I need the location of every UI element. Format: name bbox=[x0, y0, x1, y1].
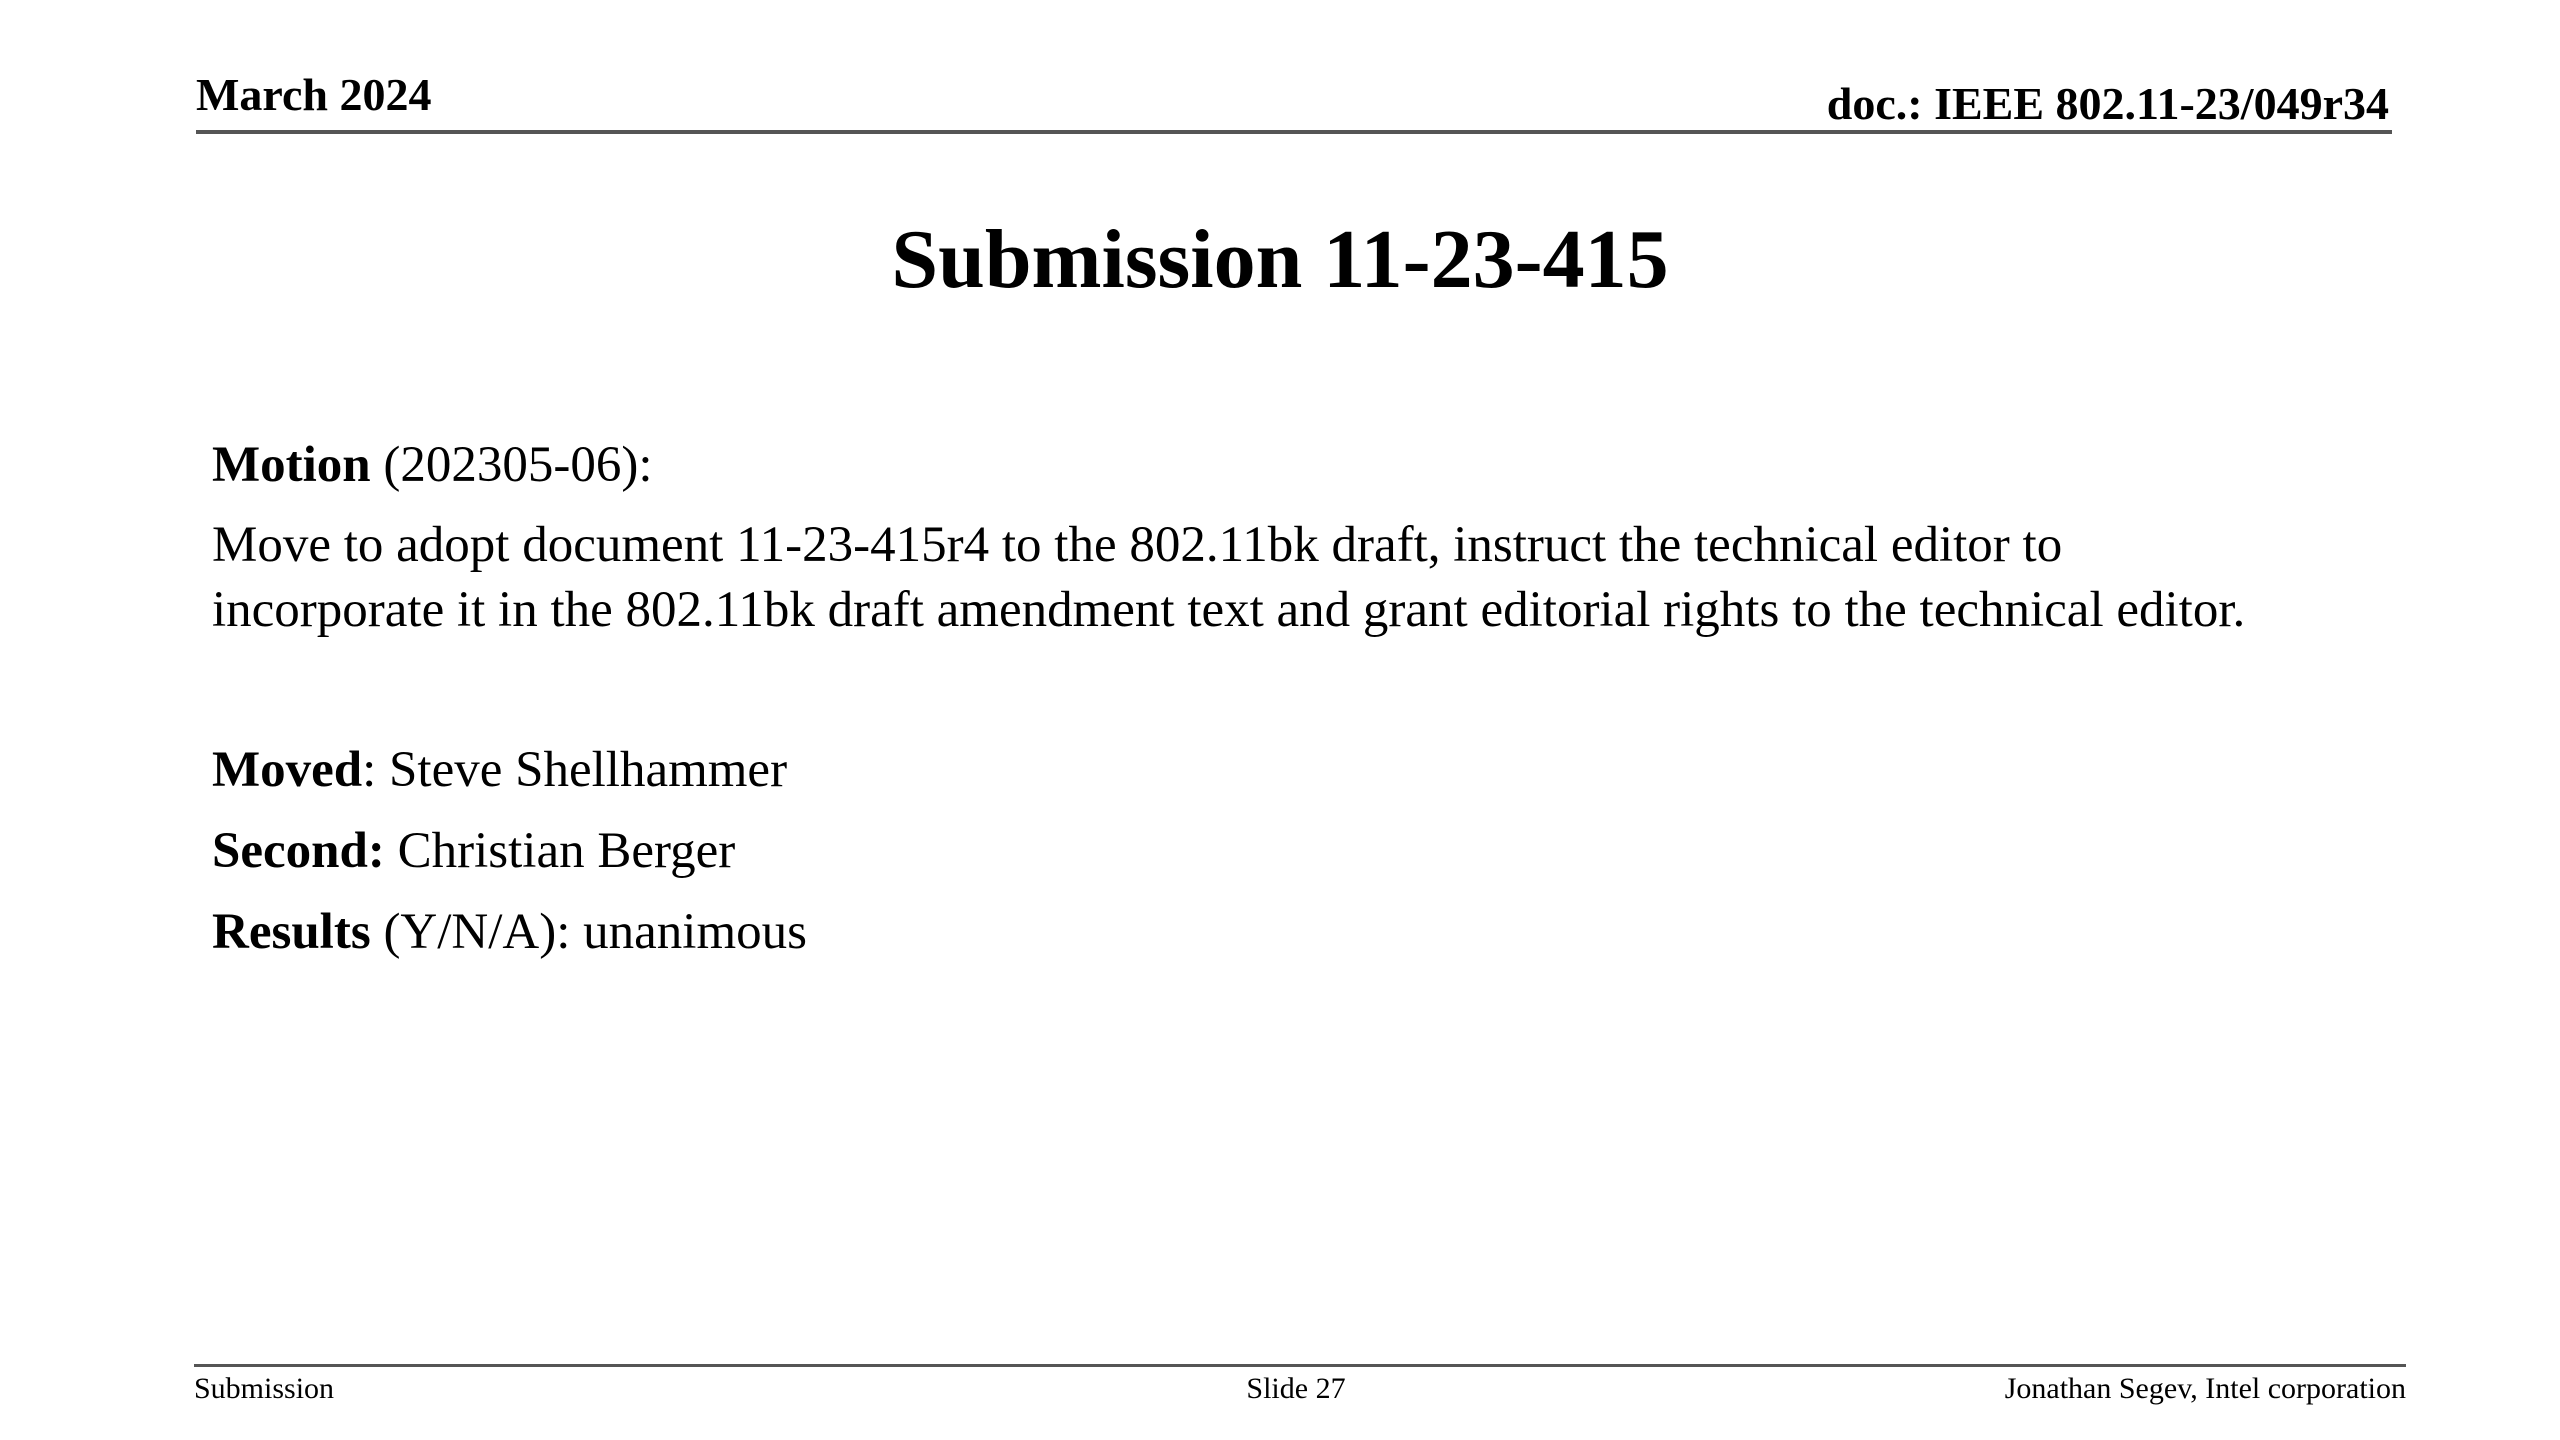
moved-label: Moved bbox=[212, 742, 363, 798]
footer-slide-number: Slide 27 bbox=[1246, 1372, 1346, 1405]
motion-text-line-2: incorporate it in the 802.11bk draft amendment text and grant editorial rights to the technical editor. bbox=[212, 582, 2246, 638]
footer-author: Jonathan Segev, Intel corporation bbox=[2004, 1372, 2406, 1405]
results-label: Results bbox=[212, 904, 371, 960]
motion-label: Motion bbox=[212, 437, 371, 493]
slide-title: Submission 11-23-415 bbox=[891, 213, 1669, 306]
header-divider bbox=[196, 130, 2392, 134]
footer-divider bbox=[194, 1364, 2406, 1367]
footer-submission: Submission bbox=[194, 1372, 335, 1405]
second-label: Second: bbox=[212, 823, 385, 879]
header-date: March 2024 bbox=[196, 69, 432, 120]
moved-value: : Steve Shellhammer bbox=[362, 742, 788, 798]
moved-line bbox=[212, 742, 788, 798]
header-doc-id: doc.: IEEE 802.11-23/049r34 bbox=[1826, 78, 2389, 129]
motion-text-line-1: Move to adopt document 11-23-415r4 to the 802.11bk draft, instruct the technical editor to bbox=[212, 517, 2063, 573]
motion-heading bbox=[212, 437, 653, 493]
second-value: Christian Berger bbox=[384, 823, 736, 879]
results-line bbox=[212, 904, 807, 960]
motion-id: (202305-06): bbox=[370, 437, 653, 493]
second-line bbox=[212, 823, 736, 879]
results-value: (Y/N/A): unanimous bbox=[370, 904, 807, 960]
